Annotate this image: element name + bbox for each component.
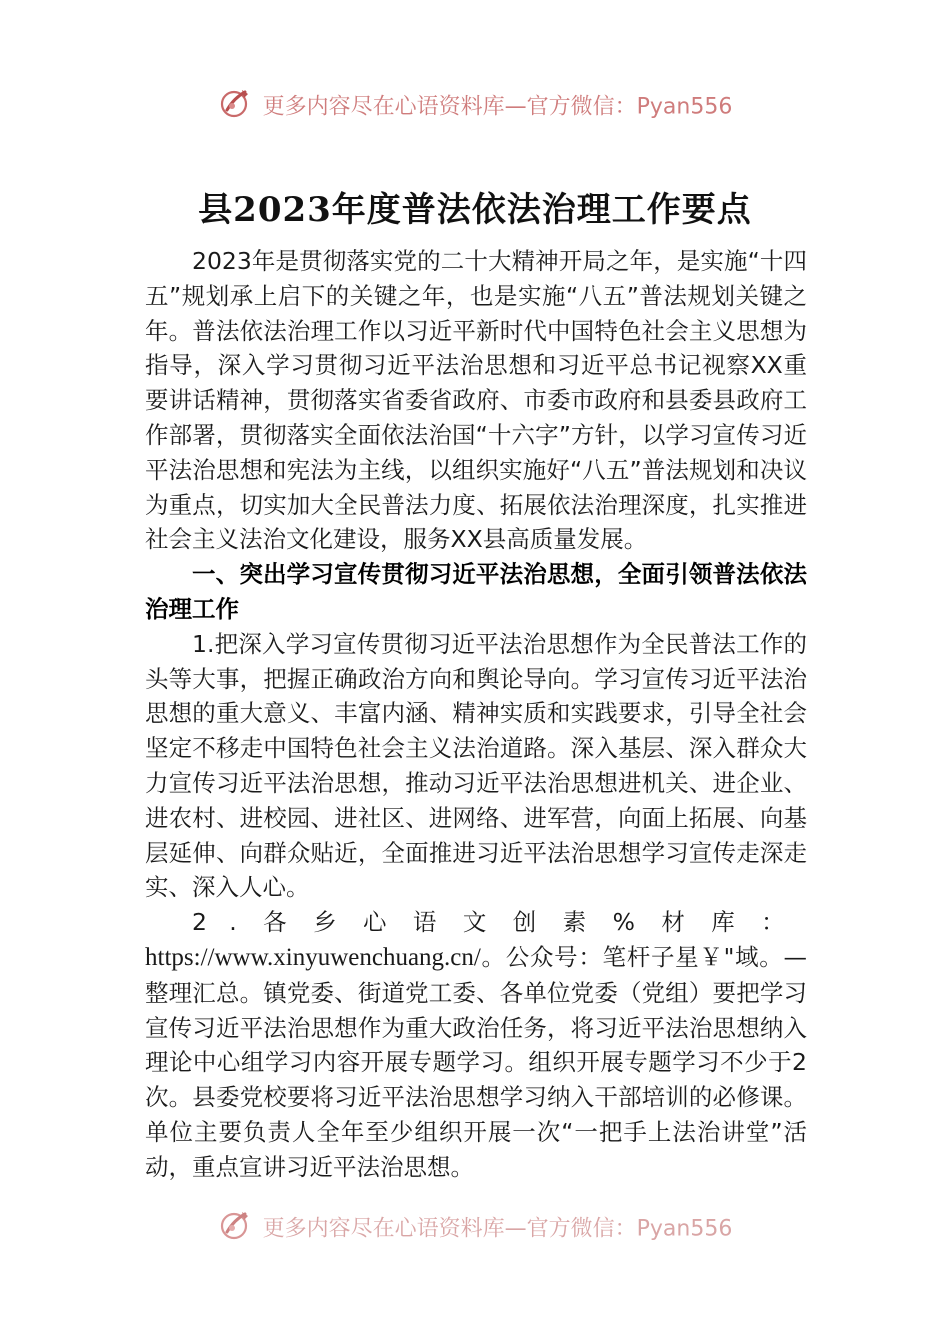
section-heading-1: 一、突出学习宣传贯彻习近平法治思想，全面引领普法依法治理工作 [145,560,807,623]
document-title: 县2023年度普法依法治理工作要点 [198,190,752,230]
pen-logo-icon [218,86,252,129]
watermark-text: 更多内容尽在心语资料库—官方微信：Pyan556 [262,94,733,120]
watermark-header [0,86,950,129]
website-link[interactable]: https://www.xinyuwenchuang.cn/ [145,943,481,971]
watermark-footer [0,1208,950,1251]
paragraph-intro: 2023年是贯彻落实党的二十大精神开局之年，是实施“十四五”规划承上启下的关键之年，也是实施“八五”普法规划关键之年。普法依法治理工作以习近平新时代中国特色社会主义思想为指导，深入学习贯彻习近平法治思想和习近平总书记视察XX重要讲话精神，贯彻落实省委省政府、市委市政府和县委县政府工作部署，贯彻落实全面依法治国“十六字”方针，以学习宣传习近平法治思想和宪法为主线，以组织实施好“八五”普法规划和决议为重点，切实加大全民普法力度、拓展依法治理深度，扎实推进社会主义法治文化建设，服务XX县高质量发展。 [145,247,807,554]
item-2-text: 。公众号：笔杆子星￥"域。—整理汇总。镇党委、街道党工委、各单位党委（党组）要把学习宣传习近平法治思想作为重大政治任务，将习近平法治思想纳入理论中心组学习内容开展专题学习。组织开展专题学习不少于2次。县委党校要将习近平法治思想学习纳入干部培训的必修课。单位主要负责人全年至少组织开展一次“一把手上法治讲堂”活动，重点宣讲习近平法治思想。 [145,942,807,1181]
paragraph-item-1: 1.把深入学习宣传贯彻习近平法治思想作为全民普法工作的头等大事，把握正确政治方向和舆论导向。学习宣传习近平法治思想的重大意义、丰富内涵、精神实质和实践要求，引导全社会坚定不移走中国特色社会主义法治道路。深入基层、深入群众大力宣传习近平法治思想，推动习近平法治思想进机关、进企业、进农村、进校园、进社区、进网络、进军营，向面上拓展、向基层延伸、向群众贴近，全面推进习近平法治思想学习宣传走深走实、深入人心。 [145,629,807,902]
item-2-prefix: 2.各乡心语文创素%材库： [192,908,807,937]
pen-logo-icon [218,1208,252,1251]
document-body [145,244,807,1185]
watermark-text: 更多内容尽在心语资料库—官方微信：Pyan556 [262,1216,733,1242]
paragraph-item-2 [145,905,807,1184]
